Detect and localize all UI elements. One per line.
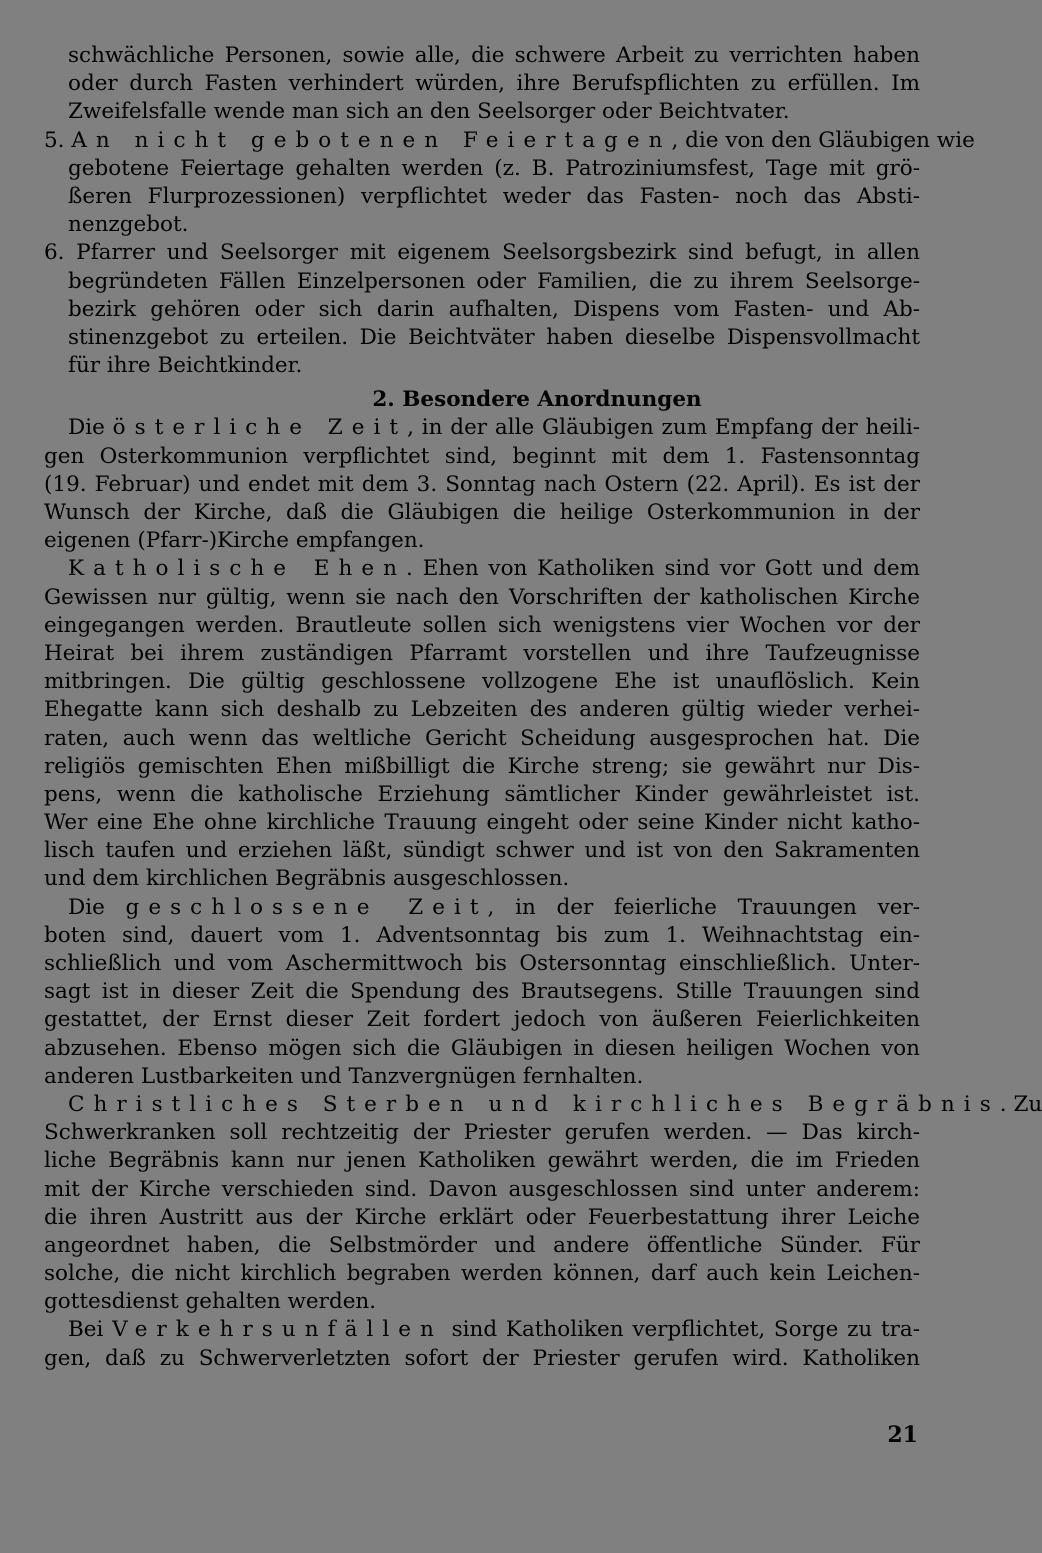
text-line: (19. Februar) und endet mit dem 3. Sonntag nach Ostern (22. April). Es ist der <box>44 471 920 497</box>
text-line: Wer eine Ehe ohne kirchliche Trauung eingeht oder seine Kinder nicht katho- <box>44 810 920 836</box>
text-line: eigenen (Pfarr-)Kirche empfangen. <box>44 528 425 554</box>
text-line <box>44 1316 920 1344</box>
line-suffix: , die von den Gläubigen wie <box>671 127 975 153</box>
line-suffix: , in der alle Gläubigen zum Empfang der heili- <box>407 415 921 441</box>
text-line: die ihren Austritt aus der Kirche erklärt oder Feuerbestattung ihrer Leiche <box>44 1204 920 1230</box>
text-line <box>44 127 975 155</box>
text-line: begründeten Fällen Einzelpersonen oder Familien, die zu ihrem Seelsorge- <box>68 268 920 294</box>
text-line <box>44 894 920 922</box>
text-line: anderen Lustbarkeiten und Tanzvergnügen fernhalten. <box>44 1063 644 1089</box>
line-prefix: Bei <box>68 1317 113 1343</box>
text-line: Gewissen nur gültig, wenn sie nach den Vorschriften der katholischen Kirche <box>44 584 920 610</box>
text-line: boten sind, dauert vom 1. Adventsonntag bis zum 1. Weihnachtstag ein- <box>44 922 920 948</box>
line-suffix: . Zu <box>999 1091 1042 1117</box>
text-line: Heirat bei ihrem zuständigen Pfarramt vorstellen und ihre Taufzeugnisse <box>44 640 920 666</box>
text-line: und dem kirchlichen Begräbnis ausgeschlossen. <box>44 866 570 892</box>
spaced-term: Verkehrsunfällen <box>112 1317 443 1343</box>
section-1-text <box>44 42 975 380</box>
spaced-term: An nicht gebotenen Feiertagen <box>71 127 672 153</box>
page-number: 21 <box>887 1422 918 1448</box>
spaced-term: Christliches Sterben und kirchliches Begräbnis <box>68 1091 1000 1117</box>
line-suffix: . Ehen von Katholiken sind vor Gott und dem <box>406 556 920 582</box>
spaced-term: Katholische Ehen <box>68 556 407 582</box>
text-line: mitbringen. Die gültig geschlossene vollzogene Ehe ist unauflöslich. Kein <box>44 669 920 695</box>
text-line: sagt ist in dieser Zeit die Spendung des Brautsegens. Stille Trauungen sind <box>44 979 920 1005</box>
text-line <box>44 555 920 583</box>
text-line <box>44 414 920 442</box>
text-line: 6. Pfarrer und Seelsorger mit eigenem Seelsorgsbezirk sind befugt, in allen <box>44 240 920 266</box>
text-line: gen, daß zu Schwerverletzten sofort der Priester gerufen wird. Katholiken <box>44 1345 920 1371</box>
text-line: gestattet, der Ernst dieser Zeit fordert jedoch von äußeren Feierlichkeiten <box>44 1007 920 1033</box>
section-heading: 2. Besondere Anordnungen <box>372 387 702 413</box>
line-prefix: 5. <box>44 127 72 153</box>
text-line: gottesdienst gehalten werden. <box>44 1289 377 1315</box>
text-line: Schwerkranken soll rechtzeitig der Priester gerufen werden. — Das kirch- <box>44 1120 920 1146</box>
line-prefix: Die <box>68 415 113 441</box>
text-line: Wunsch der Kirche, daß die Gläubigen die heilige Osterkommunion in der <box>44 500 920 525</box>
text-line: für ihre Beichtkinder. <box>68 353 303 379</box>
text-line: Ehegatte kann sich deshalb zu Lebzeiten des anderen gültig wieder verhei- <box>44 697 920 723</box>
text-line: angeordnet haben, die Selbstmörder und andere öffentliche Sünder. Für <box>44 1232 920 1258</box>
spaced-term: geschlossene Zeit <box>125 894 488 920</box>
text-line: solche, die nicht kirchlich begraben werden können, darf auch kein Leichen- <box>44 1261 920 1287</box>
text-line: liche Begräbnis kann nur jenen Katholiken gewährt werden, die im Frieden <box>44 1148 920 1174</box>
spaced-term: österliche Zeit <box>112 415 408 441</box>
text-line: schwächliche Personen, sowie alle, die schwere Arbeit zu verrichten haben <box>68 43 920 68</box>
line-prefix: Die <box>68 894 126 920</box>
text-line: raten, auch wenn das weltliche Gericht Scheidung ausgesprochen hat. Die <box>44 725 920 751</box>
text-line: stinenzgebot zu erteilen. Die Beichtväter haben dieselbe Dispensvollmacht <box>68 324 920 350</box>
line-suffix: sind Katholiken verpflichtet, Sorge zu tra- <box>442 1317 921 1343</box>
text-line: gebotene Feiertage gehalten werden (z. B. Patroziniumsfest, Tage mit grö- <box>68 155 920 181</box>
line-suffix: , in der feierliche Trauungen ver- <box>487 894 920 920</box>
text-line: gen Osterkommunion verpflichtet sind, beginnt mit dem 1. Fastensonntag <box>44 443 920 469</box>
text-line: nenzgebot. <box>68 212 189 238</box>
text-line: religiös gemischten Ehen mißbilligt die Kirche streng; sie gewährt nur Dis- <box>44 753 920 779</box>
text-line: lisch taufen und erziehen läßt, sündigt schwer und ist von den Sakramenten <box>44 838 920 864</box>
text-line: oder durch Fasten verhindert würden, ihre Berufspflichten zu erfüllen. Im <box>68 71 920 97</box>
text-line: mit der Kirche verschieden sind. Davon ausgeschlossen sind unter anderem: <box>44 1176 920 1202</box>
text-line: Zweifelsfalle wende man sich an den Seelsorger oder Beichtvater. <box>68 99 790 125</box>
text-line: pens, wenn die katholische Erziehung sämtlicher Kinder gewährleistet ist. <box>44 781 920 807</box>
text-line: bezirk gehören oder sich darin aufhalten, Dispens vom Fasten- und Ab- <box>68 296 920 322</box>
text-line: eingegangen werden. Brautleute sollen sich wenigstens vier Wochen vor der <box>44 612 920 638</box>
text-line: schließlich und vom Aschermittwoch bis Ostersonntag einschließlich. Unter- <box>44 951 920 976</box>
section-2-text <box>44 414 1042 1372</box>
text-line: abzusehen. Ebenso mögen sich die Gläubigen in diesen heiligen Wochen von <box>44 1035 920 1061</box>
text-line: ßeren Flurprozessionen) verpflichtet weder das Fasten- noch das Absti- <box>68 183 920 209</box>
text-line <box>44 1091 1042 1119</box>
